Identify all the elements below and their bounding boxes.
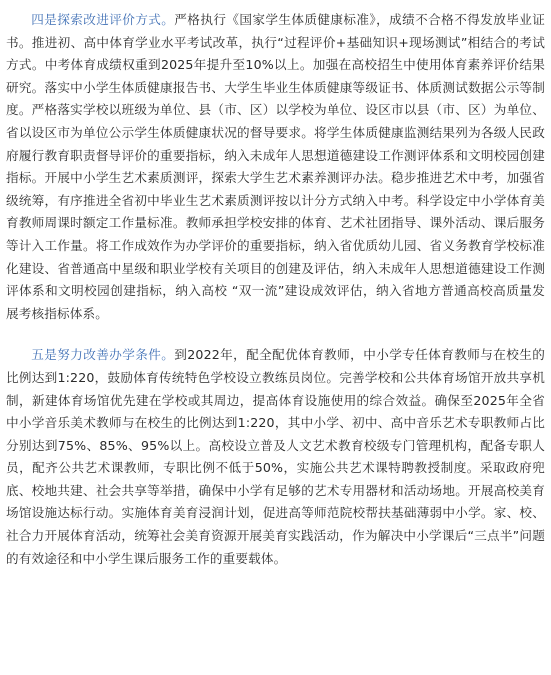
paragraph-school-conditions (6, 344, 545, 570)
section-heading-evaluation: 四是探索改进评价方式。 (31, 12, 175, 27)
paragraph-body-conditions: 到2022年，配全配优体育教师，中小学专任体育教师与在校生的比例达到1:220，鼓励体育传统特色学校设立教练员岗位。完善学校和公共体育场馆开放共享机制，新建体育场馆优先建在学校或其周边，提高体育设施使用的综合效益。确保至2025年全省中小学音乐美术教师与在校生的比例达到1:220，其中小学、初中、高中音乐艺术专职教师占比分别达到75%、85%、95%以上。高校设立普及人文艺术教育校级专门管理机构，配备专职人员，配齐公共艺术课教师，专职比例不低于50%，实施公共艺术课特聘教授制度。采取政府兜底、校地共建、社会共享等举措，确保中小学有足够的艺术专用器材和活动场地。开展高校美育场馆设施达标行动。实施体育美育浸润计划，促进高等师范院校帮扶基础薄弱中小学。家、校、社合力开展体育活动，统筹社会美育资源开展美育实践活动，作为解决中小学课后“三点半”问题的有效途径和中小学生课后服务工作的重要载体。 (6, 347, 545, 566)
section-heading-conditions: 五是努力改善办学条件。 (31, 347, 175, 363)
paragraph-body-evaluation: 严格执行《国家学生体质健康标准》，成绩不合格不得发放毕业证书。推进初、高中体育学业水平考试改革，执行“过程评价+基础知识+现场测试”相结合的考试方式。中考体育成绩权重到2025年提升至10%以上。加强在高校招生中使用体育素养评价结果研究。落实中小学生体质健康报告书、大学生毕业生体质健康等级证书、体质测试数据公示等制度。严格落实学校以班级为单位、县（市、区）以学校为单位、设区市以县（市、区）为单位、省以设区市为单位公示学生体质健康状况的督导要求。将学生体质健康监测结果列为各级人民政府履行教育职责督导评价的重要指标，纳入未成年人思想道德建设工作测评体系和文明校园创建指标。开展中小学生艺术素质测评，探索大学生艺术素养测评办法。稳步推进艺术中考，加强省级统筹，有序推进全省初中毕业生艺术素质测评按以计分方式纳入中考。科学设定中小学体育美育教师周课时额定工作量标准。教师承担学校安排的体育、艺术社团指导、课外活动、课后服务等计入工作量。将工作成效作为办学评价的重要指标，纳入省优质幼儿园、省义务教育学校标准化建设、省普通高中星级和职业学校有关项目的创建及评估，纳入未成年人思想道德建设工作测评体系和文明校园创建指标，纳入高校 “双一流”建设成效评估，纳入省地方普通高校高质量发展考核指标体系。 (6, 12, 545, 321)
paragraph-evaluation-reform (6, 9, 545, 325)
